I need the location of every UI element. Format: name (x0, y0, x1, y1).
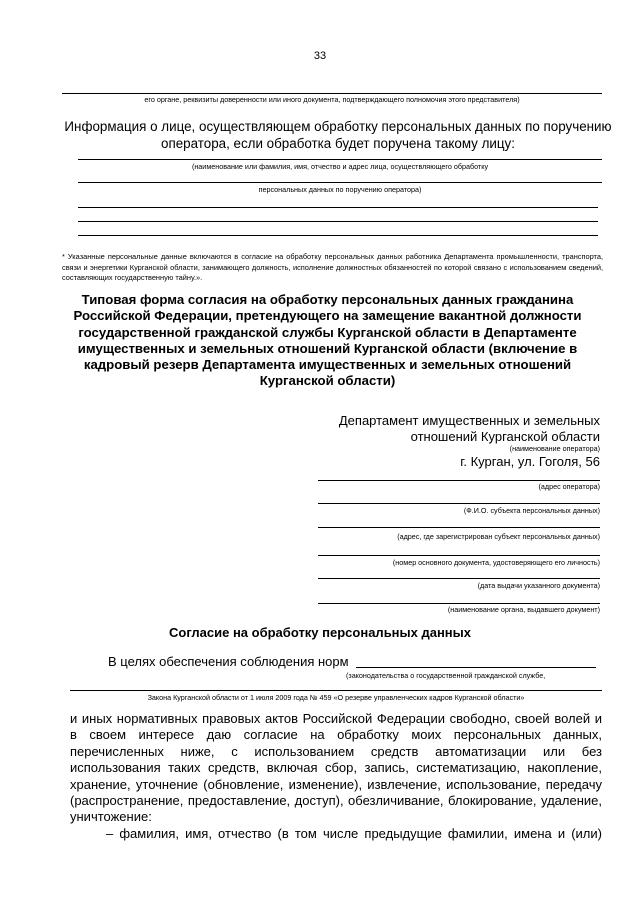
list-item-1: – фамилия, имя, отчество (в том числе предыдущие фамилии, имена и (или) (106, 826, 602, 841)
operator-name-caption: (наименование оператора) (509, 444, 600, 453)
operator-address-caption: (адрес оператора) (538, 482, 600, 491)
purpose-lead: В целях обеспечения соблюдения норм (108, 654, 349, 669)
processor-caption-1: (наименование или фамилия, имя, отчество и адрес лица, осуществляющего обработку (191, 162, 489, 171)
processor-info-heading: Информация о лице, осуществляющем обработку персональных данных по поручению оператора, если обработка будет поручена такому лицу: (64, 119, 612, 151)
operator-address: г. Курган, ул. Гоголя, 56 (460, 454, 600, 469)
footnote: * Указанные персональные данные включаются в согласие на обработку персональных данных работника Департамента промышленности, транспорта, связи и энергетики Курганской области, занимающего должность, исполнение должностных обязанностей по которой связано с использованием сведений, составляющих государственную тайну.». (62, 252, 603, 282)
consent-heading: Согласие на обработку персональных данных (168, 625, 471, 640)
reg-address-caption: (адрес, где зарегистрирован субъект персональных данных) (397, 532, 600, 541)
processor-line-4 (78, 221, 598, 222)
issuer-line (318, 603, 600, 604)
processor-line-2 (78, 182, 602, 183)
processor-line-5 (78, 235, 598, 236)
law-caption: Закона Курганской области от 1 июля 2009 года № 459 «О резерве управленческих кадров Курганской области» (147, 693, 525, 702)
issuer-caption: (наименование органа, выдавшего документ) (447, 605, 600, 614)
rep-doc-line (62, 93, 602, 94)
operator-name-line1: Департамент имущественных и земельных (338, 413, 600, 428)
processor-line-1 (78, 159, 602, 160)
doc-date-caption: (дата выдачи указанного документа) (477, 581, 600, 590)
operator-name-line2: отношений Курганской области (410, 429, 600, 444)
reg-address-line (318, 527, 600, 528)
rep-doc-caption: его органе, реквизиты доверенности или иного документа, подтверждающего полномочия этого представителя) (144, 95, 520, 104)
doc-date-line (318, 578, 600, 579)
purpose-line (356, 667, 596, 668)
doc-number-line (318, 555, 600, 556)
processor-caption-2: персональных данных по поручению оператора) (258, 185, 422, 194)
form-title: Типовая форма согласия на обработку персональных данных гражданина Российской Федерации, претендующего на замещение вакантной должности государственной гражданской службы Курганской области в Департаменте имущественных и земельных отношений Курганской области (включение в кадровый резерв Департамента имущественных и земельных отношений Курганской области) (73, 292, 582, 389)
fio-line (318, 503, 600, 504)
doc-number-caption: (номер основного документа, удостоверяющего его личность) (392, 558, 600, 567)
consent-body-text: и иных нормативных правовых актов Российской Федерации свободно, своей волей и в своем интересе даю согласие на обработку моих персональных данных, перечисленных ниже, с использованием средств автоматизации или без использования таких средств, включая сбор, запись, систематизацию, накопление, хранение, уточнение (обновление, изменение), извлечение, использование, передачу (распространение, предоставление, доступ), обезличивание, блокирование, удаление, уничтожение: (70, 711, 602, 825)
law-line (70, 690, 602, 691)
fio-caption: (Ф.И.О. субъекта персональных данных) (463, 506, 600, 515)
processor-line-3 (78, 207, 598, 208)
page-number: 33 (313, 50, 327, 62)
purpose-caption: (законодательства о государственной гражданской службе, (346, 671, 546, 680)
operator-address-line (318, 480, 600, 481)
